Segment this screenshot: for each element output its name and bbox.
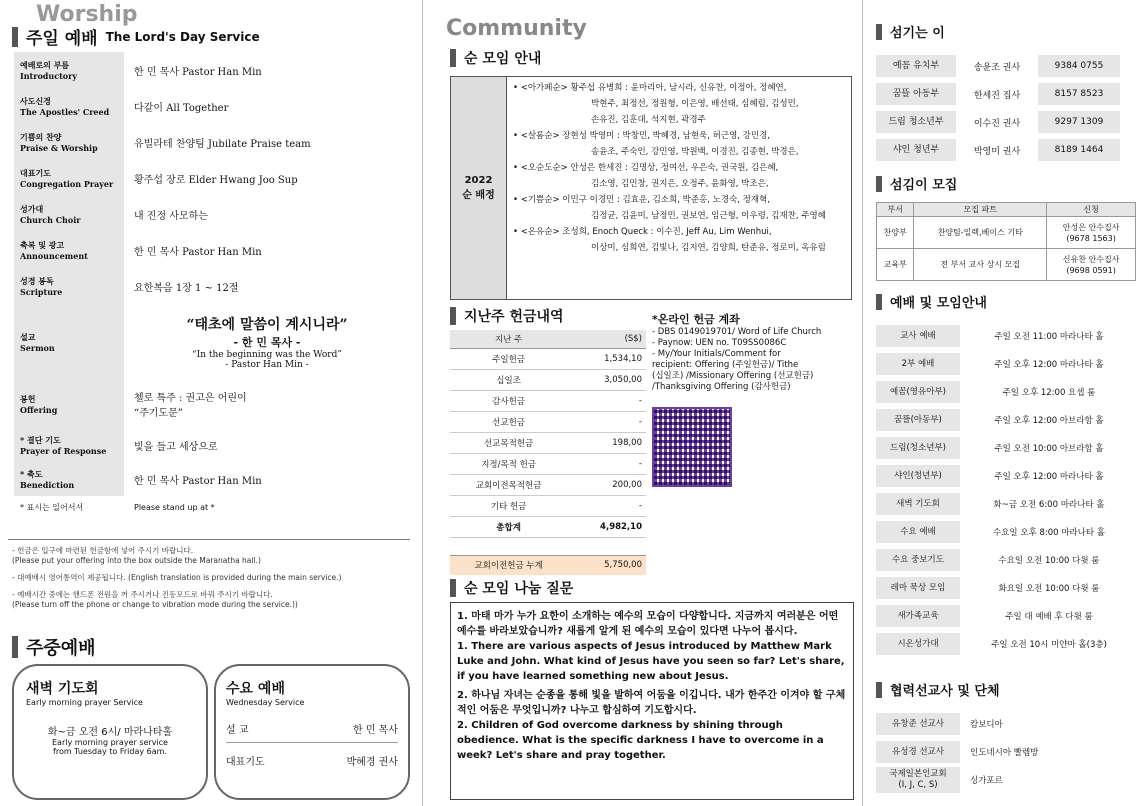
serve-name: 송윤조 권사 <box>973 62 1021 73</box>
online-line: /Thanksgiving Offering (감사헌금) <box>652 382 791 392</box>
finance-row <box>450 348 646 369</box>
service-label <box>14 380 124 428</box>
meeting-time: 주일 오전 10:00 아브라함 홀 <box>994 444 1104 454</box>
note-4: - 예배시간 중에는 핸드폰 전원을 꺼 주시거나 진동모드로 바꿔 주시기 바랍니다. <box>12 590 273 599</box>
section-bar <box>450 579 456 597</box>
dawn-time: 화~금 오전 6시/ 마라나타홀 <box>47 727 173 738</box>
qr-code <box>652 407 732 487</box>
meeting-time: 수요일 오전 10:00 다윗 룸 <box>998 556 1100 566</box>
finance-row <box>450 390 646 411</box>
recruit-table <box>876 202 1136 281</box>
serve-name: 한세진 집사 <box>973 90 1021 101</box>
dawn-desc2: from Tuesday to Friday 6am. <box>53 747 167 756</box>
notes <box>12 546 412 610</box>
mission-row <box>876 710 1138 738</box>
meeting-row <box>876 406 1138 434</box>
stand-note <box>14 496 410 518</box>
finance-row <box>450 369 646 390</box>
finance-item: 감사헌금 <box>492 396 526 407</box>
service-row <box>14 124 410 160</box>
serve-dept: 드림 청소년부 <box>876 111 956 133</box>
finance-amount: 200,00 <box>612 479 642 490</box>
meeting-row <box>876 574 1138 602</box>
serve-title: 섬기는 이 <box>890 26 945 41</box>
group-box <box>450 76 852 300</box>
finance-item: 주일헌금 <box>492 354 526 365</box>
finance-item: 선교목적헌금 <box>483 438 534 449</box>
service-row <box>14 380 410 428</box>
serve-phone: 8189 1464 <box>1038 139 1120 161</box>
meeting-name: 수요 중보기도 <box>876 549 960 571</box>
serve-dept: 꿈뜰 아동부 <box>876 83 956 105</box>
finance-title: 지난주 헌금내역 <box>464 309 564 325</box>
mission-location: 인도네시아 빨렘방 <box>970 748 1039 758</box>
service-label <box>14 232 124 268</box>
meeting-time: 화요일 오전 10:00 다윗 룸 <box>998 584 1100 594</box>
meeting-name: 새가족교육 <box>876 605 960 627</box>
sermon-content <box>124 314 410 370</box>
meeting-time: 수요일 오후 8:00 마라나타 홀 <box>992 528 1105 538</box>
recruit-title: 섬김이 모집 <box>890 178 958 193</box>
service-label-en: Announcement <box>20 250 88 261</box>
meeting-row <box>876 462 1138 490</box>
mission-name-sub: (I, J, C, S) <box>898 780 938 790</box>
service-label-ko: 예배로의 부름 <box>20 59 70 70</box>
mission-name-text: 유성경 선교사 <box>892 746 944 757</box>
separator <box>422 0 423 806</box>
service-label-ko: * 축도 <box>20 468 43 479</box>
finance-total-amount: 5,750,00 <box>604 560 642 571</box>
service-row <box>14 88 410 124</box>
meeting-row <box>876 490 1138 518</box>
meeting-name: 수요 예배 <box>876 521 960 543</box>
group-line: 송윤조, 주숙인, 강민영, 박원백, 이경진, 김종현, 박경은, <box>591 147 799 157</box>
share-title: 순 모임 나눔 질문 <box>464 581 574 597</box>
finance-amount: - <box>638 500 642 511</box>
service-value: 황주섭 장로 Elder Hwang Joo Sup <box>134 174 298 186</box>
recruit-part: 전 부서 교사 상시 모집 <box>914 249 1047 281</box>
service-value: 다같이 All Together <box>134 102 229 114</box>
service-row <box>14 428 410 462</box>
wed-r1-value: 한 민 목사 <box>353 725 398 736</box>
finance-amount: 198,00 <box>612 437 642 448</box>
recruit-row <box>877 249 1136 281</box>
meeting-name: 예꼼(영유아부) <box>876 381 960 403</box>
group-line: • <살롬순> 장현성 박영미 : 박창민, 박혜경, 남현욱, 허근영, 강민경, <box>513 131 771 141</box>
online-line: - My/Your Initials/Comment for <box>652 349 781 359</box>
group-line: 이상미, 심희연, 김빛나, 김지연, 김양희, 탄준유, 정로미, 옥유림 <box>591 243 826 253</box>
mission-list <box>876 710 1138 794</box>
finance-total-label: 교회이전헌금 누계 <box>474 561 543 572</box>
service-row <box>14 304 410 380</box>
sunday-title-ko: 주일 예배 <box>26 29 98 49</box>
service-label <box>14 428 124 462</box>
service-label <box>14 124 124 160</box>
group-line: 손유진, 김훈대, 석지현, 곽경주 <box>591 115 706 125</box>
meeting-name: 2부 예배 <box>876 353 960 375</box>
service-label-ko: 축복 및 광고 <box>20 239 65 250</box>
group-label <box>451 77 507 299</box>
share-q2-ko: 2. 하나님 자녀는 순종을 통해 빛을 발하여 어둠을 이깁니다. 내가 한주간 이겨야 할 구체적인 어둠은 무엇입니까? 나누고 합심하여 기도합시다. <box>457 690 846 716</box>
sunday-title-en: The Lord's Day Service <box>105 29 260 44</box>
offering-content <box>124 389 247 419</box>
service-value: 요한복음 1장 1 ~ 12절 <box>134 282 239 294</box>
finance-item: 총합계 <box>496 522 521 533</box>
group-line: 김정균, 김윤미, 남정민, 권보연, 임근형, 이우령, 김재찬, 주영혜 <box>591 211 826 221</box>
meeting-name: 꿈뜰(아동부) <box>876 409 960 431</box>
meeting-name: 교사 예배 <box>876 325 960 347</box>
order-of-service <box>14 52 410 518</box>
finance-amount: 1,534,10 <box>604 353 642 364</box>
share-q1-en: 1. There are various aspects of Jesus introduced by Matthew Mark Luke and John. What kind of Jesus have you seen so far? Let's share, if you have learned something new about Jesus. <box>457 641 845 682</box>
rule-line <box>8 539 410 540</box>
meeting-row <box>876 602 1138 630</box>
meeting-time: 주일 오전 10시 미얀마 홀(3층) <box>991 640 1107 650</box>
finance-spacer-cell <box>567 537 646 555</box>
meeting-time: 주일 오후 12:00 아브라함 홀 <box>994 416 1104 426</box>
sermon-pastor-en: - Pastor Han Min - <box>225 360 309 370</box>
group-line: • <기쁨순> 이민구 이경민 : 김효운, 김소희, 박준홍, 노경숙, 정재혁, <box>513 195 771 205</box>
service-label-ko: 설교 <box>20 331 36 342</box>
service-label-en: Praise & Worship <box>20 142 98 153</box>
meeting-row <box>876 630 1138 658</box>
offering-line1: 첼로 특주 : 권고은 어린이 <box>134 393 247 404</box>
section-bar <box>876 682 882 698</box>
mission-name <box>876 767 960 793</box>
service-row <box>14 160 410 196</box>
finance-item: 기타 헌금 <box>490 501 527 512</box>
group-list <box>507 77 851 299</box>
finance-row <box>450 453 646 474</box>
service-label-en: Scripture <box>20 286 63 297</box>
middle-column <box>432 0 860 806</box>
share-q1-ko: 1. 마태 마가 누가 요한이 소개하는 예수의 모습이 다양합니다. 지금까지 여러분은 어떤 예수를 바라보았습니까? 새롭게 알게 된 예수의 모습이 있다면 나누어 봅시다. <box>457 611 839 637</box>
finance-total <box>450 555 646 575</box>
recruit-head-part: 모집 파트 <box>914 203 1047 217</box>
service-label-en: Sermon <box>20 342 55 353</box>
section-bar <box>450 49 456 67</box>
service-label-en: Introductory <box>20 70 77 81</box>
finance-spacer <box>450 537 646 555</box>
service-row <box>14 52 410 88</box>
recruit-head-apply: 신청 <box>1047 203 1136 217</box>
section-bar <box>12 636 18 658</box>
note-1: - 헌금은 입구에 마련된 헌금함에 넣어 주시기 바랍니다. <box>12 546 194 555</box>
finance-item: 교회이전목적헌금 <box>475 480 542 491</box>
dawn-card <box>12 664 208 800</box>
meeting-time: 주일 오후 12:00 요셉 룸 <box>1002 388 1096 398</box>
mission-name-text: 유창준 선교사 <box>892 718 944 729</box>
mission-title: 협력선교사 및 단체 <box>890 684 1000 699</box>
stand-note-en: Please stand up at * <box>134 502 215 512</box>
midweek-title: 주중예배 <box>26 638 96 659</box>
service-label <box>14 52 124 88</box>
dawn-sub: Early morning prayer Service <box>26 698 143 707</box>
recruit-contact-phone: (9678 1563) <box>1066 233 1116 243</box>
serve-list <box>876 52 1138 164</box>
recruit-contact-name: 안성은 안수집사 <box>1062 222 1120 232</box>
meeting-name: 새벽 기도회 <box>876 493 960 515</box>
service-label-ko: 봉헌 <box>20 393 36 404</box>
mission-location: 싱가포르 <box>970 776 1003 786</box>
service-row <box>14 268 410 304</box>
service-label-ko: 성경 봉독 <box>20 275 54 286</box>
service-value: 한 민 목사 Pastor Han Min <box>134 246 262 258</box>
meeting-row <box>876 350 1138 378</box>
service-label-ko: 대표기도 <box>20 167 51 178</box>
section-bar <box>876 24 882 40</box>
group-line: 김소영, 김민창, 권지은, 오정주, 윤화영, 박조은, <box>591 179 769 189</box>
worship-watermark: Worship <box>36 2 138 27</box>
meeting-row <box>876 322 1138 350</box>
service-label-ko: 사도신경 <box>20 95 51 106</box>
serve-row <box>876 108 1138 136</box>
finance-row <box>450 474 646 495</box>
service-row <box>14 196 410 232</box>
wed-r2-label: 대표기도 <box>226 757 265 768</box>
meet-list <box>876 322 1138 658</box>
recruit-dept: 교육부 <box>877 249 914 281</box>
mission-name <box>876 741 960 763</box>
left-column <box>0 0 420 806</box>
meeting-time: 주일 대 예배 후 다윗 룸 <box>1005 612 1093 622</box>
group-line: 박현주, 최정선, 정원형, 이은영, 배선태, 심혜림, 김성민, <box>591 99 799 109</box>
wed-card <box>214 664 410 800</box>
meeting-time: 주일 오후 12:00 마라나타 홀 <box>994 472 1104 482</box>
online-line: - Paynow: UEN no. T09SS0086C <box>652 338 787 348</box>
serve-phone: 9384 0755 <box>1038 55 1120 77</box>
mission-name-text: 국제일본인교회 <box>889 769 947 779</box>
meet-title: 예배 및 모임안내 <box>890 296 987 311</box>
wed-title: 수요 예배 <box>226 681 285 697</box>
mission-location: 캄보디아 <box>970 720 1003 730</box>
meeting-time: 화~금 오전 6:00 마라나타 홀 <box>993 500 1105 510</box>
group-label-year: 2022 <box>464 175 493 186</box>
finance-row <box>450 495 646 516</box>
finance-item: 지정/목적 헌금 <box>481 459 537 470</box>
recruit-dept: 찬양부 <box>877 217 914 249</box>
finance-row <box>450 432 646 453</box>
right-column <box>870 0 1138 806</box>
serve-dept: 예꼼 유치부 <box>876 55 956 77</box>
online-line: recipient: Offering (주일헌금)/ Tithe <box>652 360 799 370</box>
finance-row <box>450 411 646 432</box>
serve-phone: 8157 8523 <box>1038 83 1120 105</box>
online-title: *온라인 헌금 계좌 <box>652 313 740 326</box>
meeting-time: 주일 오전 11:00 마라나타 홀 <box>994 332 1104 342</box>
service-label-en: The Apostles' Creed <box>20 106 110 117</box>
serve-dept: 샤인 청년부 <box>876 139 956 161</box>
sermon-pastor-ko: - 한 민 목사 - <box>233 336 301 349</box>
serve-name: 이수진 권사 <box>973 118 1021 129</box>
service-label <box>14 88 124 124</box>
section-bar <box>450 307 456 325</box>
separator <box>862 0 863 806</box>
finance-amount: - <box>638 395 642 406</box>
meeting-row <box>876 518 1138 546</box>
online-line: (십일조) /Missionary Offering (선교헌금) <box>652 371 814 381</box>
recruit-head-dept: 부서 <box>877 203 914 217</box>
finance-amount: - <box>638 458 642 469</box>
meeting-name: 레마 묵상 모임 <box>876 577 960 599</box>
sermon-title-ko: “태초에 말씀이 계시니라” <box>186 317 348 333</box>
wed-r1-label: 설 교 <box>226 725 249 736</box>
mission-row <box>876 766 1138 794</box>
meeting-time: 주일 오후 12:00 마라나타 홀 <box>994 360 1104 370</box>
service-label <box>14 196 124 232</box>
meeting-row <box>876 434 1138 462</box>
sermon-title-en: “In the beginning was the Word” <box>192 350 342 360</box>
wed-sub: Wednesday Service <box>226 698 305 707</box>
service-label-en: Congregation Prayer <box>20 178 114 189</box>
dawn-title: 새벽 기도회 <box>26 681 99 697</box>
meeting-name: 드림(청소년부) <box>876 437 960 459</box>
finance-head-week: 지난 주 <box>450 330 567 348</box>
online-box <box>652 314 856 487</box>
finance-item: 십일조 <box>496 375 521 386</box>
section-bar <box>876 176 882 192</box>
group-title: 순 모임 안내 <box>464 51 542 67</box>
service-label-en: Prayer of Response <box>20 445 107 456</box>
service-label <box>14 304 124 380</box>
note-3: - 대예배시 영어통역이 제공됩니다. (English translation is provided during the main service.) <box>12 573 342 582</box>
stand-note-ko: * 표시는 일어서서 <box>20 502 84 512</box>
finance-table <box>450 330 646 575</box>
serve-row <box>876 52 1138 80</box>
dawn-desc1: Early morning prayer service <box>52 738 168 747</box>
group-line: • <오순도순> 안성은 한세진 : 김명상, 정여선, 우은숙, 권국원, 김은혜, <box>513 163 779 173</box>
serve-name: 박영미 권사 <box>973 146 1021 157</box>
service-row <box>14 232 410 268</box>
share-box <box>450 602 854 800</box>
serve-row <box>876 136 1138 164</box>
group-line: • <온유순> 조성희, Enoch Queck : 이수진, Jeff Au, Lim Wenhui, <box>513 227 772 237</box>
meeting-row <box>876 546 1138 574</box>
service-label <box>14 462 124 496</box>
service-value: 내 진정 사모하는 <box>134 210 208 222</box>
mission-name <box>876 713 960 735</box>
service-label-ko: * 결단 기도 <box>20 434 61 445</box>
serve-row <box>876 80 1138 108</box>
service-label-en: Church Choir <box>20 214 81 225</box>
finance-row <box>450 516 646 537</box>
wed-r2-value: 박혜경 권사 <box>346 757 398 768</box>
service-label-ko: 기쁨의 찬양 <box>20 131 62 142</box>
service-label-en: Benediction <box>20 479 75 490</box>
mission-row <box>876 738 1138 766</box>
group-label-text: 순 배정 <box>462 190 495 201</box>
recruit-contact <box>1047 249 1136 281</box>
section-bar <box>876 294 882 310</box>
recruit-contact-phone: (9698 0591) <box>1066 265 1116 275</box>
finance-head-currency: (S$) <box>567 330 646 348</box>
benediction-value: 한 민 목사 Pastor Han Min <box>134 475 262 487</box>
meeting-name: 샤인(청년부) <box>876 465 960 487</box>
meeting-name: 시온성가대 <box>876 633 960 655</box>
service-value: 한 민 목사 Pastor Han Min <box>134 66 262 78</box>
recruit-contact-name: 신유찬 안수집사 <box>1062 254 1120 264</box>
service-row <box>14 462 410 496</box>
offering-line2: “주기도문” <box>134 408 183 419</box>
finance-item: 선교헌금 <box>492 417 526 428</box>
service-label <box>14 160 124 196</box>
note-5: (Please turn off the phone or change to vibration mode during the service.)) <box>12 600 298 609</box>
service-label <box>14 268 124 304</box>
service-value: 유빌라테 찬양팀 Jubilate Praise team <box>134 138 311 150</box>
recruit-contact <box>1047 217 1136 249</box>
finance-amount: 4,982,10 <box>600 521 642 532</box>
section-bar <box>12 27 18 47</box>
finance-spacer-cell <box>450 537 567 555</box>
wed-divider <box>226 742 398 743</box>
service-label-en: Offering <box>20 404 58 415</box>
recruit-part: 찬양팀-일렉,베이스 기타 <box>914 217 1047 249</box>
service-label-ko: 성가대 <box>20 203 44 214</box>
online-line: - DBS 0149019701/ Word of Life Church <box>652 327 822 337</box>
meeting-row <box>876 378 1138 406</box>
finance-amount: - <box>638 416 642 427</box>
recruit-row <box>877 217 1136 249</box>
note-2: (Please put your offering into the box outside the Maranatha hall.) <box>12 556 261 565</box>
response-value: 빛을 들고 세상으로 <box>134 441 218 453</box>
serve-phone: 9297 1309 <box>1038 111 1120 133</box>
community-watermark: Community <box>446 16 587 41</box>
share-q2-en: 2. Children of God overcome darkness by shining through obedience. What is the specific darkness I have to overcome in a week? Let's share and pray together. <box>457 720 824 761</box>
group-line: • <아가페순> 황주섭 유병희 : 윤마리아, 남시라, 신유찬, 이정아, 정혜연, <box>513 83 787 93</box>
finance-amount: 3,050,00 <box>604 374 642 385</box>
